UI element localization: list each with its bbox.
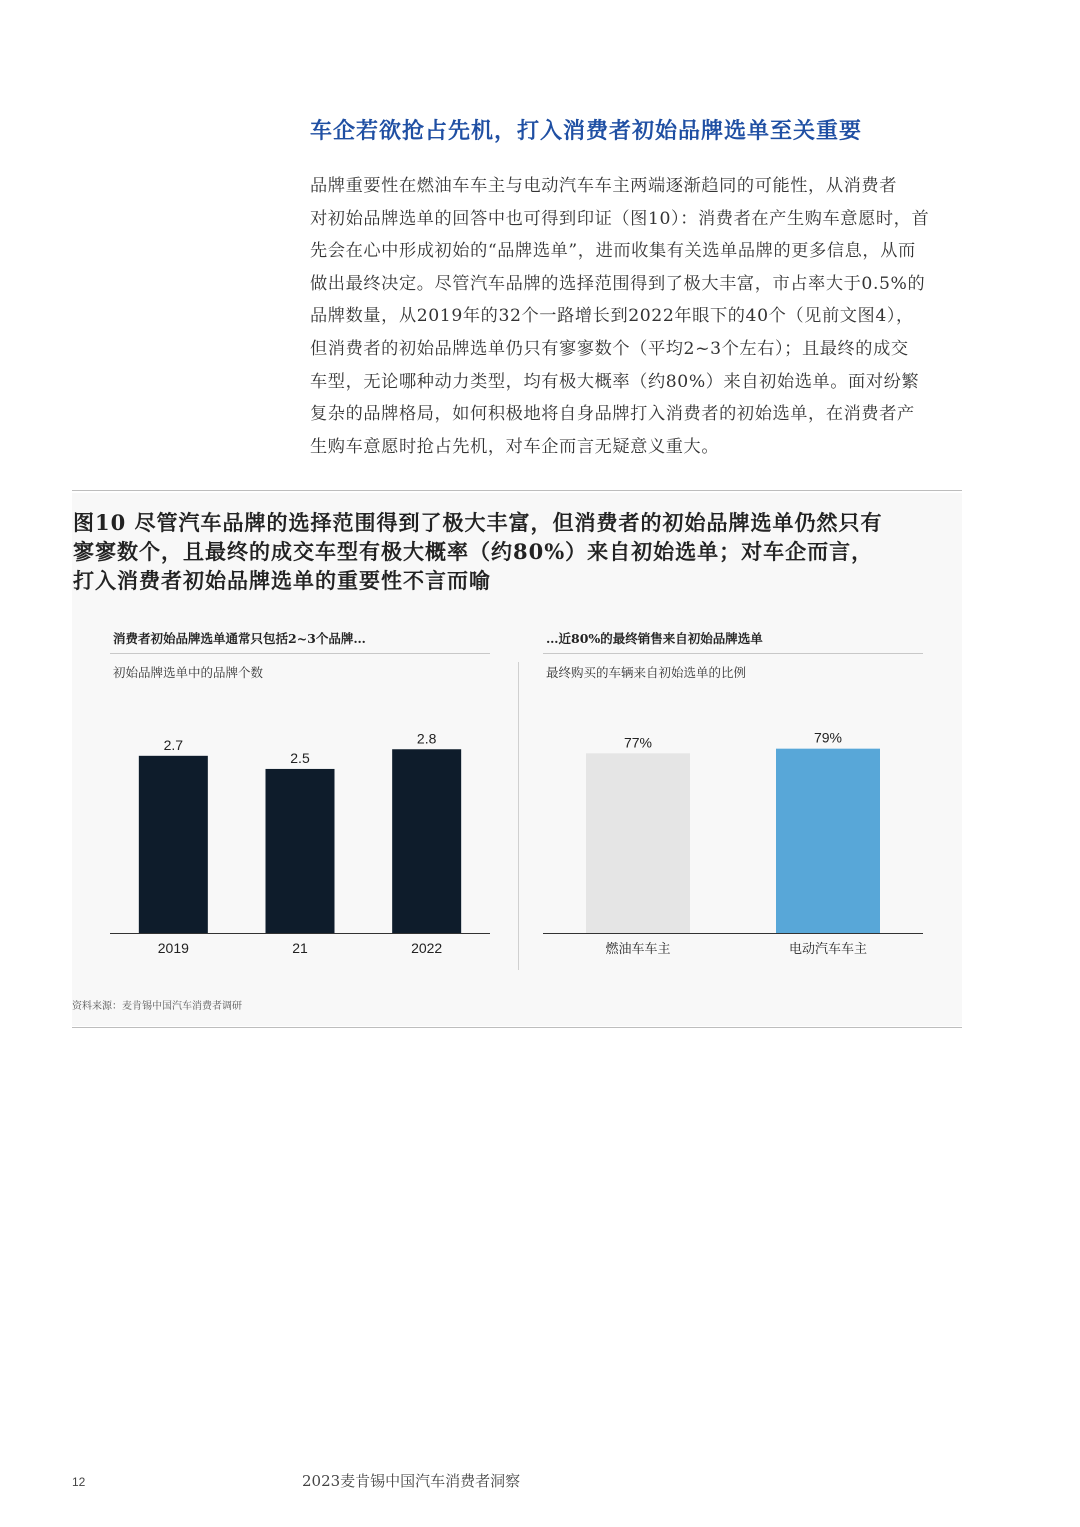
category-label: 电动汽车车主	[788, 942, 868, 957]
bar-value-label: 2.7	[163, 736, 184, 753]
footer-title: 2023麦肯锡中国汽车消费者洞察	[302, 1472, 521, 1490]
section-heading: 车企若欲抢占先机，打入消费者初始品牌选单至关重要	[310, 118, 863, 144]
bar-value-label: 2.8	[416, 730, 437, 747]
paragraph-line: 做出最终决定。尽管汽车品牌的选择范围得到了极大丰富，市占率大于0.5%的	[310, 273, 926, 294]
bar-value-label: 77%	[623, 734, 653, 751]
bar	[776, 749, 880, 933]
bar	[392, 749, 461, 933]
category-label: 燃油车车主	[605, 942, 671, 957]
bar-value-label: 79%	[813, 729, 843, 746]
figure-top-rule	[72, 490, 962, 491]
figure-title-line: 打入消费者初始品牌选单的重要性不言而喻	[73, 568, 491, 593]
figure-title-line: 寥寥数个，且最终的成交车型有极大概率（约80%）来自初始选单；对车企而言，	[73, 539, 874, 564]
paragraph-line: 生购车意愿时抢占先机，对车企而言无疑意义重大。	[310, 436, 720, 457]
paragraph-line: 品牌数量，从2019年的32个一路增长到2022年眼下的40个（见前文图4），	[310, 306, 914, 327]
figure-bottom-rule	[72, 1027, 962, 1028]
paragraph-line: 但消费者的初始品牌选单仍只有寥寥数个（平均2~3个左右）；且最终的成交	[310, 338, 909, 359]
chart-right	[543, 700, 923, 960]
paragraph-line: 品牌重要性在燃油车车主与电动汽车车主两端逐渐趋同的可能性，从消费者	[310, 176, 897, 196]
category-label: 2022	[411, 940, 443, 956]
bar	[586, 753, 690, 933]
paragraph-line: 先会在心中形成初始的“品牌选单”，进而收集有关选单品牌的更多信息，从而	[310, 241, 916, 262]
chart-left-ylabel: 初始品牌选单中的品牌个数	[113, 665, 264, 680]
chart-left	[110, 700, 490, 960]
chart-divider	[518, 662, 519, 970]
figure-title-line: 图10 尽管汽车品牌的选择范围得到了极大丰富，但消费者的初始品牌选单仍然只有	[73, 510, 883, 535]
bar	[266, 769, 335, 933]
paragraph-line: 对初始品牌选单的回答中也可得到印证（图10）：消费者在产生购车意愿时，首	[310, 208, 930, 229]
bar	[139, 756, 208, 933]
chart-left-header-rule	[110, 653, 490, 654]
figure-title	[73, 508, 953, 595]
category-label: 21	[292, 940, 308, 956]
chart-left-title: 消费者初始品牌选单通常只包括2~3个品牌…	[113, 631, 366, 646]
page-number: 12	[72, 1475, 86, 1489]
paragraph-line: 复杂的品牌格局，如何积极地将自身品牌打入消费者的初始选单，在消费者产	[310, 404, 915, 425]
chart-right-ylabel: 最终购买的车辆来自初始选单的比例	[546, 665, 747, 680]
chart-right-title: …近80%的最终销售来自初始品牌选单	[546, 631, 763, 646]
figure-source: 资料来源：麦肯锡中国汽车消费者调研	[72, 1001, 242, 1012]
bar-value-label: 2.5	[290, 749, 310, 766]
body-paragraph	[310, 170, 970, 463]
category-label: 2019	[157, 940, 189, 956]
paragraph-line: 车型，无论哪种动力类型，均有极大概率（约80%）来自初始选单。面对纷繁	[310, 371, 920, 392]
chart-right-header-rule	[543, 653, 923, 654]
